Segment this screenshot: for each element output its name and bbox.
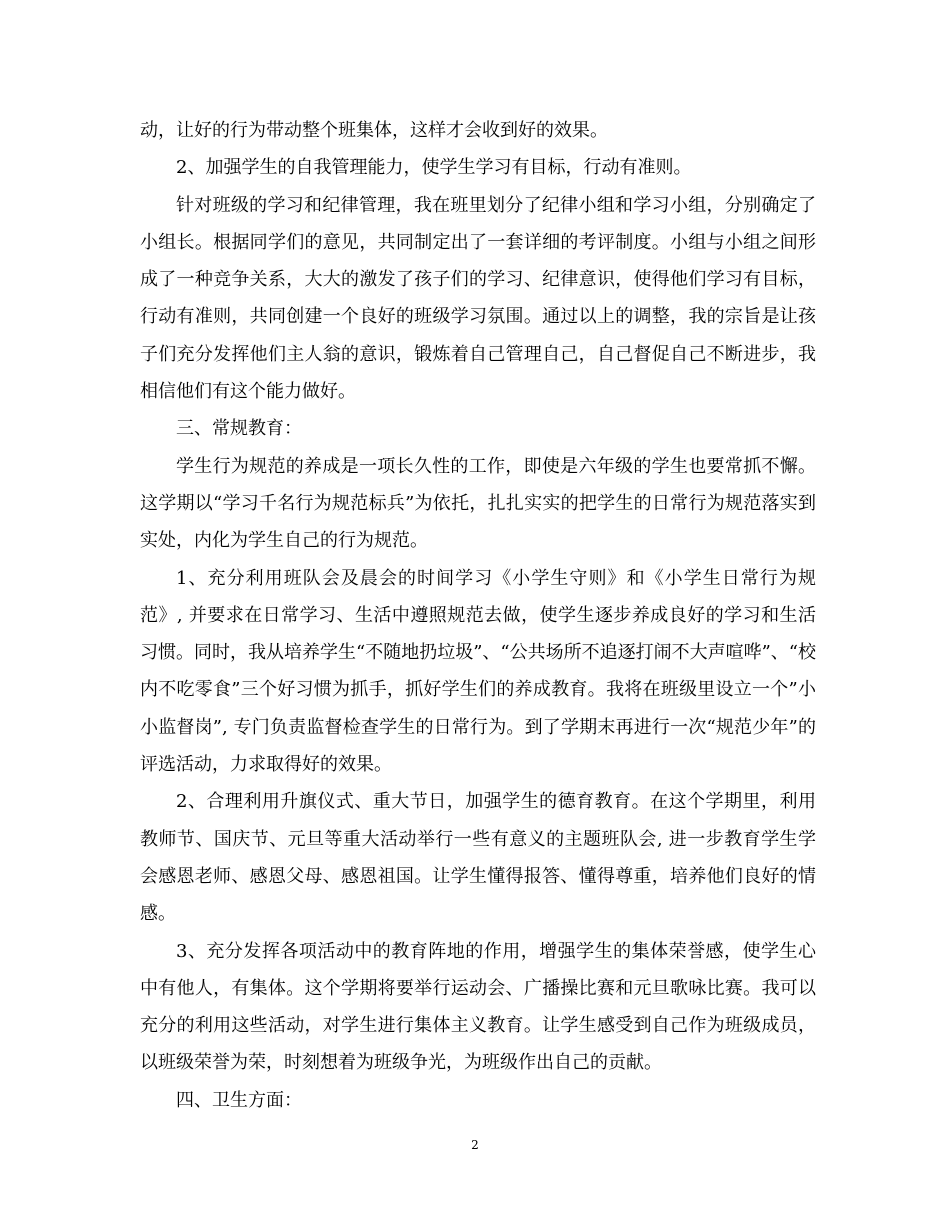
paragraph-behavior-norms: 学生行为规范的养成是一项长久性的工作，即使是六年级的学生也要常抓不懈。这学期以“学习千名行为规范标兵”为依托，扎扎实实的把学生的日常行为规范落实到实处，内化为学生自己的行为规范。 — [140, 455, 816, 552]
page-number: 2 — [471, 1138, 479, 1152]
document-body — [140, 112, 816, 1119]
paragraph-self-management-heading: 2、加强学生的自我管理能力，使学生学习有目标，行动有准则。 — [176, 157, 692, 179]
section-heading-hygiene: 四、卫生方面： — [176, 1089, 302, 1111]
paragraph-group-management: 针对班级的学习和纪律管理，我在班里划分了纪律小组和学习小组，分别确定了小组长。根据同学们的意见，共同制定出了一套详细的考评制度。小组与小组之间形成了一种竞争关系，大大的激发了孩子们的学习、纪律意识，使得他们学习有目标，行动有准则，共同创建一个良好的班级学习氛围。通过以上的调整，我的宗旨是让孩子们充分发挥他们主人翁的意识，锻炼着自己管理自己，自己督促自己不断进步，我相信他们有这个能力做好。 — [140, 194, 816, 403]
section-heading-routine-education: 三、常规教育： — [176, 418, 302, 440]
paragraph-continuation: 动，让好的行为带动整个班集体，这样才会收到好的效果。 — [140, 120, 608, 141]
paragraph-class-meetings: 1、充分利用班队会及晨会的时间学习《小学生守则》和《小学生日常行为规范》, 并要求在日常学习、生活中遵照规范去做，使学生逐步养成良好的学习和生活习惯。同时，我从培养学生“不随地扔垃圾”、“公共场所不追逐打闹不大声喧哗”、“校内不吃零食”三个好习惯为抓手，抓好学生们的养成教育。我将在班级里设立一个”小小监督岗”, 专门负责监督检查学生的日常行为。到了学期末再进行一次“规范少年”的评选活动，力求取得好的效果。 — [140, 567, 817, 776]
paragraph-collective-activities: 3、充分发挥各项活动中的教育阵地的作用，增强学生的集体荣誉感，使学生心中有他人，有集体。这个学期将要举行运动会、广播操比赛和元旦歌咏比赛。我可以充分的利用这些活动，对学生进行集体主义教育。让学生感受到自己作为班级成员，以班级荣誉为荣，时刻想着为班级争光，为班级作出自己的贡献。 — [140, 940, 816, 1074]
paragraph-flag-ceremony: 2、合理利用升旗仪式、重大节日，加强学生的德育教育。在这个学期里，利用教师节、国庆节、元旦等重大活动举行一些有意义的主题班队会, 进一步教育学生学会感恩老师、感恩父母、感恩祖国。让学生懂得报答、懂得尊重，培养他们良好的情感。 — [140, 791, 816, 925]
